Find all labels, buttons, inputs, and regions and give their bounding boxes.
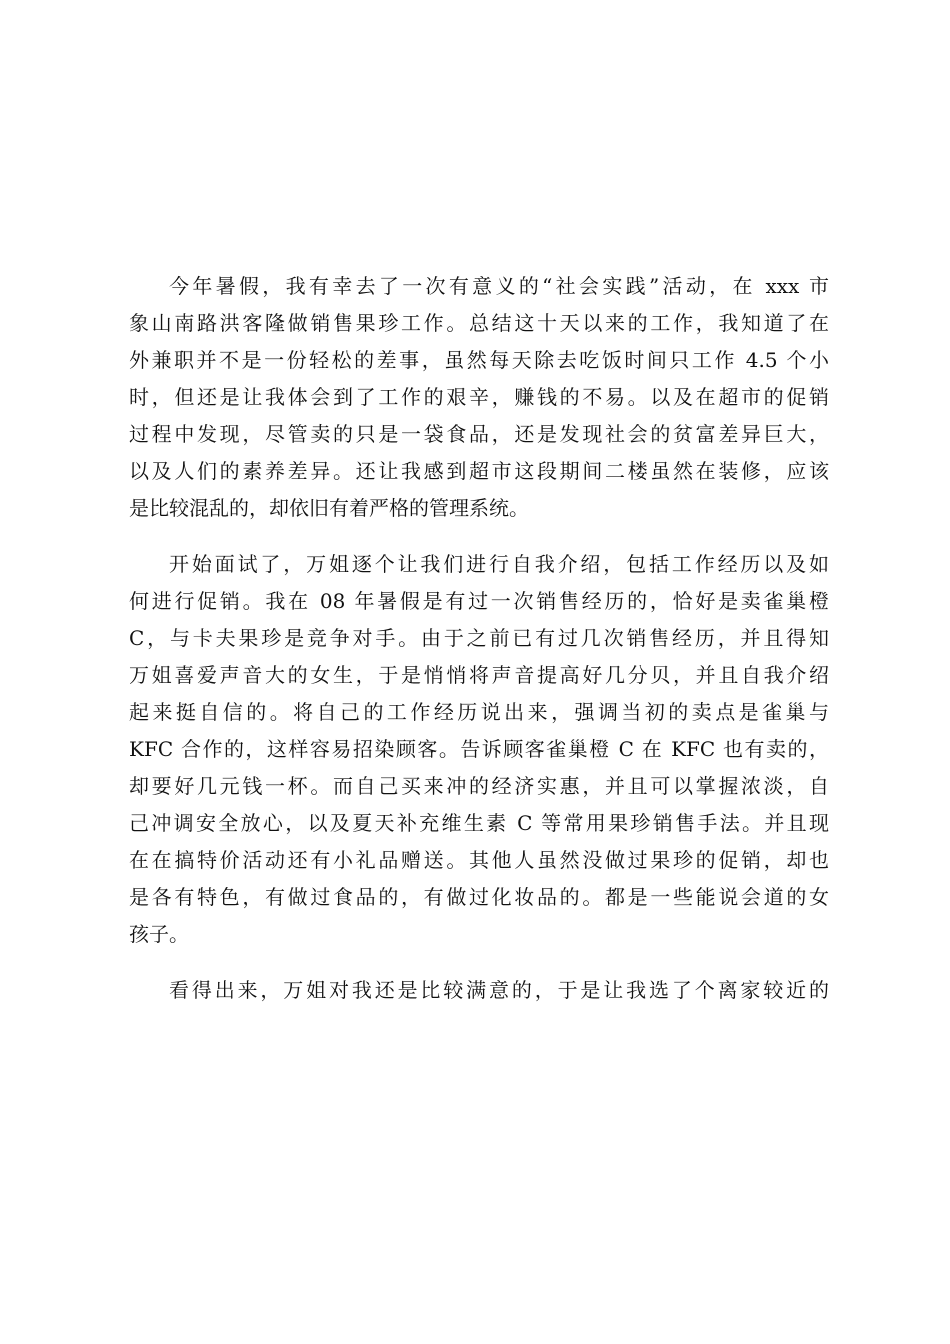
text-line: 看得出来，万姐对我还是比较满意的，于是让我选了个离家较近的 <box>169 978 829 1002</box>
document-body <box>129 268 829 1028</box>
paragraph-3 <box>129 972 829 1009</box>
text-line: KFC 合作的，这样容易招染顾客。告诉顾客雀巢橙 C 在 KFC 也有卖的， <box>129 737 829 761</box>
text-line: 万姐喜爱声音大的女生，于是悄悄将声音提高好几分贝，并且自我介绍 <box>129 663 829 687</box>
text-line: 是各有特色，有做过食品的，有做过化妆品的。都是一些能说会道的女 <box>129 885 829 909</box>
text-line: 己冲调安全放心，以及夏天补充维生素 C 等常用果珍销售手法。并且现 <box>129 811 829 835</box>
text-line: 时，但还是让我体会到了工作的艰辛，赚钱的不易。以及在超市的促销 <box>129 385 829 409</box>
text-line: 外兼职并不是一份轻松的差事，虽然每天除去吃饭时间只工作 4.5 个小 <box>129 348 829 372</box>
text-line: 开始面试了，万姐逐个让我们进行自我介绍，包括工作经历以及如 <box>169 552 829 576</box>
text-line: C，与卡夫果珍是竞争对手。由于之前已有过几次销售经历，并且得知 <box>129 626 829 650</box>
text-line: 何进行促销。我在 08 年暑假是有过一次销售经历的，恰好是卖雀巢橙 <box>129 589 829 613</box>
text-line: 是比较混乱的，却依旧有着严格的管理系统。 <box>129 496 529 520</box>
text-line: 以及人们的素养差异。还让我感到超市这段期间二楼虽然在装修，应该 <box>129 459 829 483</box>
text-line: 在在搞特价活动还有小礼品赠送。其他人虽然没做过果珍的促销，却也 <box>129 848 829 872</box>
paragraph-2 <box>129 546 829 953</box>
text-line: 今年暑假，我有幸去了一次有意义的“社会实践”活动，在 xxx 市 <box>169 274 829 298</box>
text-line: 孩子。 <box>129 922 189 946</box>
text-line: 象山南路洪客隆做销售果珍工作。总结这十天以来的工作，我知道了在 <box>129 311 829 335</box>
text-line: 过程中发现，尽管卖的只是一袋食品，还是发现社会的贫富差异巨大， <box>129 422 829 446</box>
text-line: 却要好几元钱一杯。而自己买来冲的经济实惠，并且可以掌握浓淡，自 <box>129 774 829 798</box>
paragraph-1 <box>129 268 829 527</box>
text-line: 起来挺自信的。将自己的工作经历说出来，强调当初的卖点是雀巢与 <box>129 700 829 724</box>
